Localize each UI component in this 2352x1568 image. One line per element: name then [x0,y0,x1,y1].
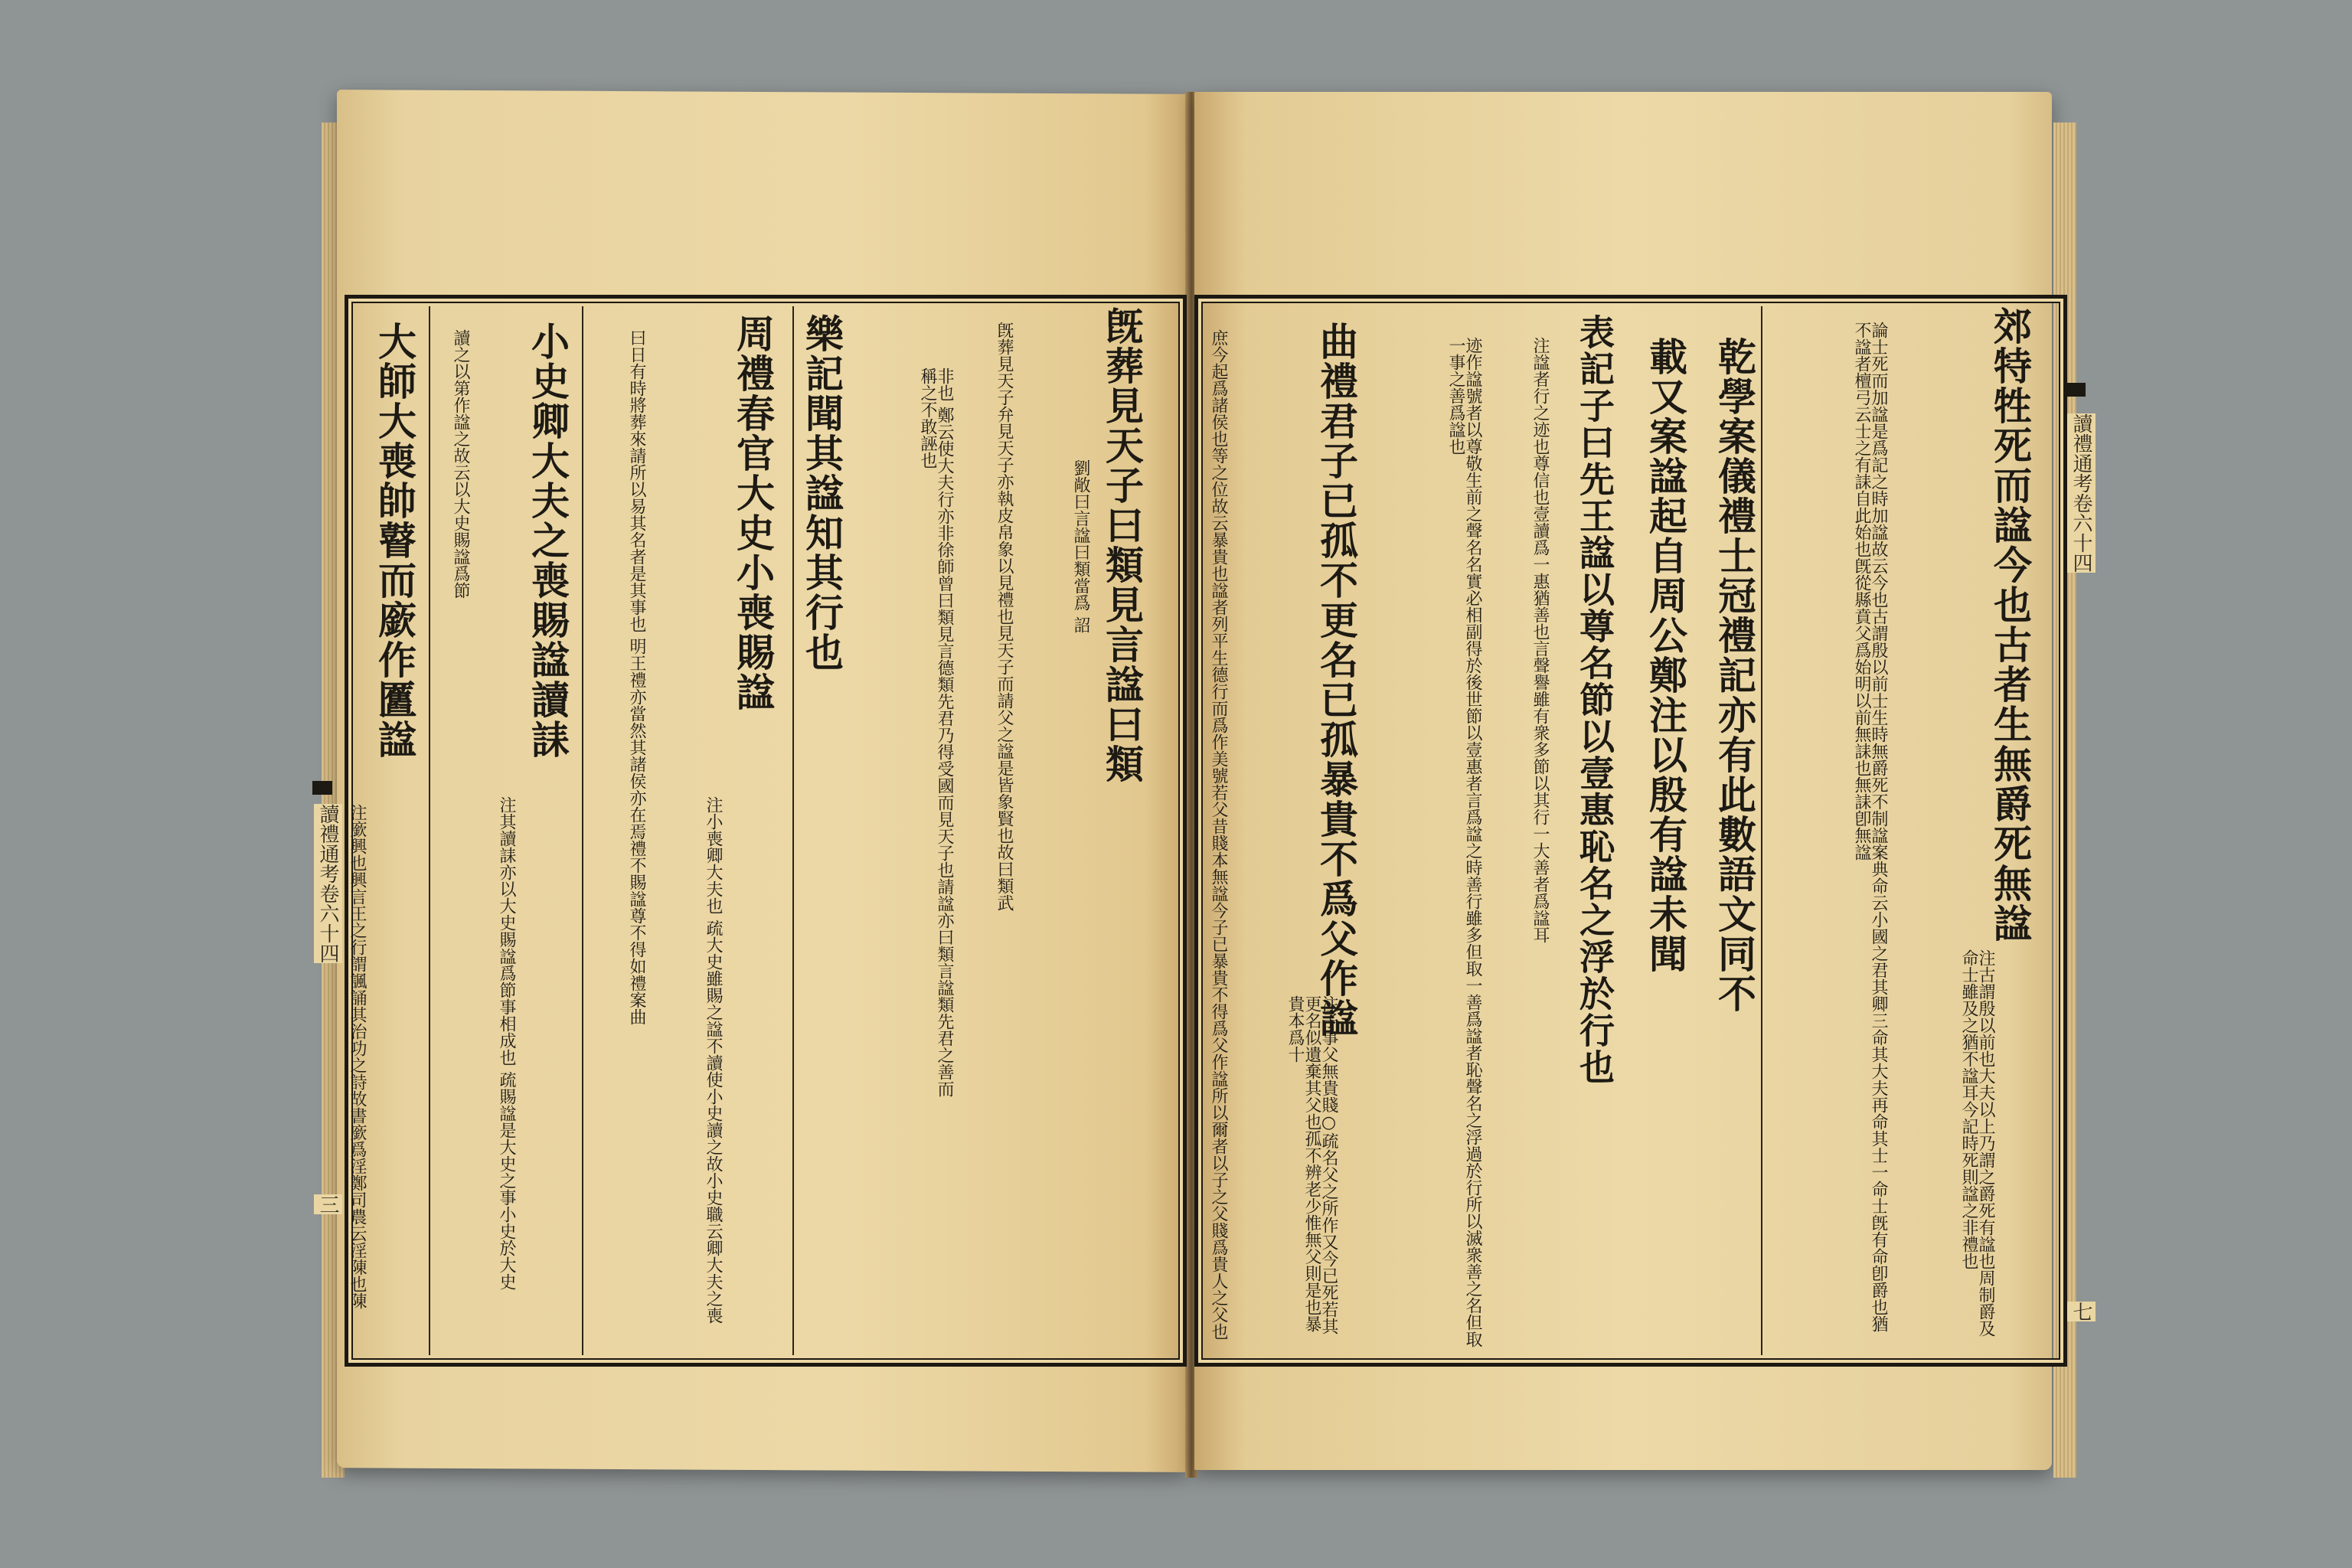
fishtail-mark [2066,383,2086,397]
right-column-rule [1761,306,1762,1355]
right-col-7-main: 曲禮君子已孤不更名已孤暴貴不爲父作諡 [1314,322,1359,1038]
left-col-2-note: 旣葬見天子弁見天子亦執皮帛象以見禮也見天子而請父之諡是皆象賢也故曰類武 [995,322,1014,911]
right-fold-label: 讀禮通考卷六十四 [2067,413,2096,573]
left-col-1-note: 劉敞曰言諡曰類當爲 詔 [1071,459,1090,633]
left-fold-label: 讀禮通考卷六十四 [314,804,342,963]
right-col-1-main: 郊特牲死而諡今也古者生無爵死無諡 [1988,306,2033,943]
right-col-5-note: 注諡者行之迹也尊信也壹讀爲一惠猶善也言聲譽雖有衆多節以其行一大善者爲諡耳 [1530,337,1550,943]
left-column-rule [582,306,583,1355]
left-col-3-note: 非也 鄭云使大夫行亦非徐師曾曰類見言德類先君乃得受國而見天子也請諡亦曰類言諡類先君之善而稱之不敢誣也 [918,368,954,1097]
left-col-8-note: 讀之以第作諡之故云以大史賜諡爲節 [451,329,470,599]
left-col-1-main: 旣葬見天子曰類見言諡曰類 [1099,306,1145,784]
right-col-3-main: 乾學案儀禮士冠禮記亦有此數語文同不 [1712,337,1757,1014]
right-folio: 七 [2067,1302,2096,1321]
left-col-5-main: 周禮春官大史小喪賜諡 [730,314,776,712]
right-col-4-main: 載又案諡起自周公鄭注以殷有諡未聞 [1643,337,1688,974]
left-col-4-main: 樂記聞其諡知其行也 [799,314,844,672]
right-col-2-note: 論士死而加諡是爲記之時加諡故云今也古謂殷以前士生時無爵死不制諡案典命云小國之君其卿三命其大夫再命其士一命士旣有命卽爵也猶不諡者檀弓云士之有誄自此始也旣從縣賁父爲始明以前無誄也無誄卽無諡 [1852,322,1888,1332]
fishtail-mark [312,781,332,795]
left-folio: 三 [314,1194,342,1214]
left-column-rule [429,306,430,1355]
left-col-6-note: 曰日有時將葬來請所以易其名者是其事也 明王禮亦當然其諸侯亦在焉禮不賜諡尊不得如禮案曲 [627,329,646,1025]
left-col-9-note: 注廞興也興言王之行謂諷誦其治功之詩故書廞爲淫鄭司農云淫陳也陳 [348,804,367,1309]
left-column-rule [792,306,794,1355]
left-col-7-note: 注其讀誄亦以大史賜諡爲節事相成也 疏賜諡是大史之事小史於大史 [497,796,516,1290]
right-col-1-note: 注古謂殷以前也大夫以上乃謂之爵死有諡也周制爵及命士雖及之猶不諡耳今記時死則諡之非禮也 [1959,949,1995,1337]
right-col-6-note: 迹作諡號者以尊敬生前之聲名名實必相副得於後世節以壹惠者言爲諡之時善行雖多但取一善爲諡者恥聲名之浮過於行所以滅衆善之名但取一事之善爲諡也 [1446,337,1482,1348]
left-col-7-main: 小史卿大夫之喪賜諡讀誄 [525,322,570,760]
left-col-9-main: 大師大喪帥瞽而廞作匶諡 [372,322,417,760]
right-col-5-main: 表記子曰先王諡以尊名節以壹惠恥名之浮於行也 [1574,314,1615,1086]
right-col-7-note: 注子事父無貴賤○疏名父之所作又今已死若其更名似遺棄其父也孤不辨老少惟無父則是也暴貴本爲十 [1285,995,1338,1334]
right-col-8-note: 庶今起爲諸侯也等之位故云暴貴也諡者列平生德行而爲作美號若父昔賤本無諡今子已暴貴不得爲父作諡所以爾者以子之父賤爲貴人之父也 [1209,329,1228,1340]
left-col-5-note: 注小喪卿大夫也 疏大史雖賜之諡不讀使小史讀之故小史職云卿大夫之喪 [704,796,723,1324]
